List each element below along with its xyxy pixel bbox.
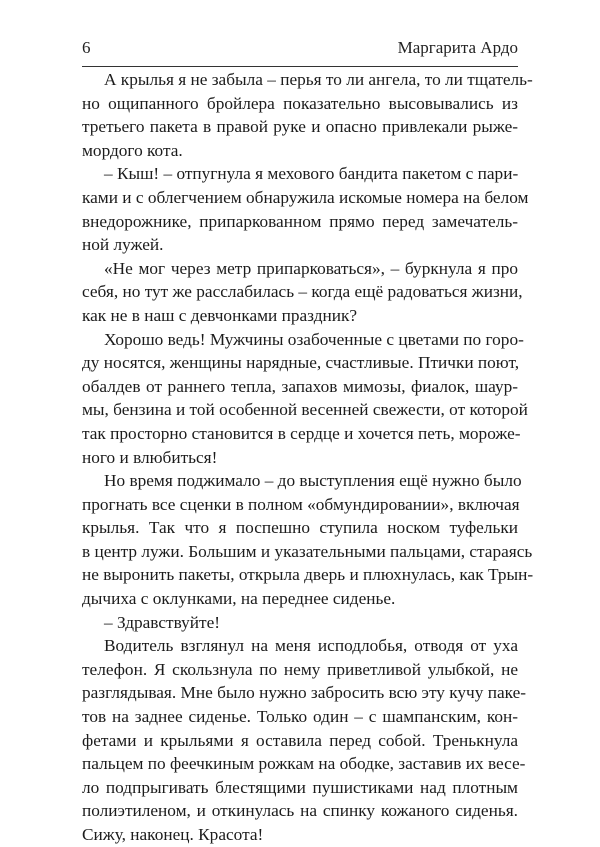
text-line: ного и влюбиться! — [82, 447, 218, 467]
paragraph — [82, 634, 527, 846]
text-line: себя, но тут же расслабилась – когда ещё радоваться жизни, — [82, 282, 523, 302]
body-text — [82, 68, 534, 847]
text-line: полиэтиленом, и откинулась на спинку кожаного сиденья. — [82, 801, 518, 821]
text-line: разглядывая. Мне было нужно забросить всю эту кучу паке- — [82, 683, 527, 703]
text-line: ками и с облегчением обнаружила искомые номера на белом — [82, 187, 529, 207]
text-line: как не в наш с девчонками праздник? — [82, 305, 358, 325]
text-line: фетами и крыльями я оставила перед собой. Тренькнула — [82, 730, 518, 750]
text-line: пальцем по феечкиным рожкам на ободке, заставив их весе- — [82, 754, 526, 774]
text-line: обалдев от раннего тепла, запахов мимозы, фиалок, шаур- — [82, 376, 518, 396]
paragraph — [82, 162, 529, 256]
paragraph — [82, 328, 528, 470]
text-line: в центр лужи. Большим и указательными пальцами, стараясь — [82, 541, 533, 561]
paragraph — [82, 68, 533, 162]
text-line: не выронить пакеты, открыла дверь и плюхнулась, как Трын- — [82, 565, 534, 585]
text-line: но ощипанного бройлера показательно высовывались из — [82, 93, 518, 113]
text-line: А крылья я не забыла – перья то ли ангела, то ли тщатель- — [104, 70, 533, 89]
header-rule — [82, 66, 518, 67]
text-line: дычиха с оклунками, на переднее сиденье. — [82, 589, 396, 609]
text-line: «Не мог через метр припарковаться», – буркнула я про — [104, 258, 518, 278]
text-line: – Кыш! – отпугнула я мехового бандита пакетом с пари- — [104, 164, 519, 184]
page-number: 6 — [82, 38, 91, 57]
paragraph — [82, 257, 523, 328]
paragraph — [82, 469, 534, 611]
text-line: мордого кота. — [82, 140, 183, 160]
running-header — [82, 38, 518, 64]
text-line: – Здравствуйте! — [104, 612, 221, 632]
text-line: Водитель взглянул на меня исподлобья, отводя от уха — [104, 636, 518, 656]
text-line: телефон. Я скользнула по нему приветливой улыбкой, не — [82, 659, 518, 679]
text-line: крылья. Так что я поспешно ступила носком туфельки — [82, 518, 518, 538]
text-line: Но время поджимало – до выступления ещё нужно было — [104, 471, 522, 491]
text-line: прогнать все сценки в полном «обмундировании», включая — [82, 494, 520, 514]
text-line: мы, бензина и той особенной весенней свежести, от которой — [82, 400, 528, 420]
running-header-author: Маргарита Ардо — [397, 38, 518, 57]
text-line: тов на заднее сиденье. Только один – с шампанским, кон- — [82, 707, 518, 727]
text-line: внедорожнике, припаркованном прямо перед замечатель- — [82, 211, 518, 231]
text-line: Сижу, наконец. Красота! — [82, 825, 264, 844]
text-line: ной лужей. — [82, 235, 164, 255]
text-line: Хорошо ведь! Мужчины озабоченные с цветами по горо- — [104, 329, 524, 349]
text-line: ло подпрыгивать блестящими пушистиками над плотным — [82, 777, 518, 797]
text-line: так просторно становится в сердце и хочется петь, мороже- — [82, 423, 521, 443]
paragraph — [82, 611, 518, 635]
text-line: ду носятся, женщины нарядные, счастливые. Птички поют, — [82, 353, 520, 373]
text-line: третьего пакета в правой руке и опасно привлекали рыже- — [82, 117, 518, 137]
